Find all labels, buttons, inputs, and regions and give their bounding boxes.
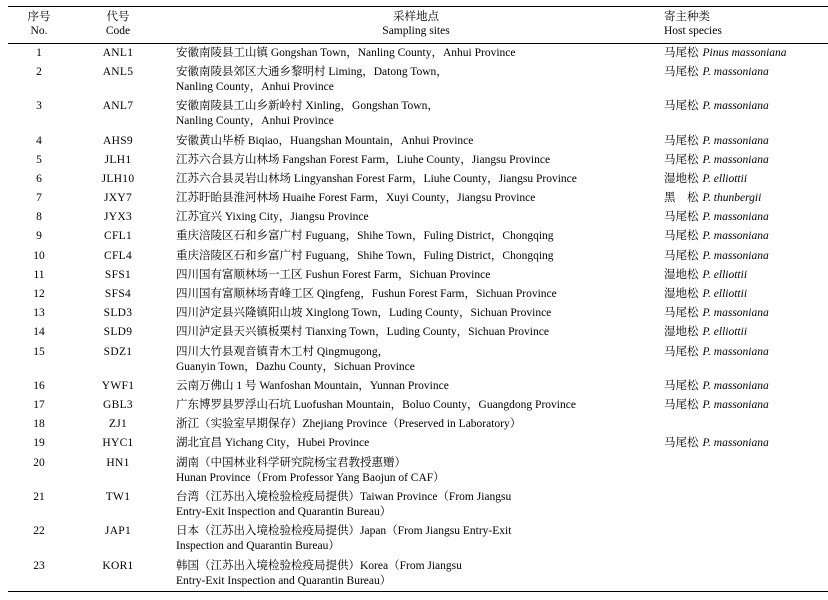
cell-no: 7 <box>36 192 42 205</box>
host-species-latin: Pinus massoniana <box>702 46 787 59</box>
cell-no: 8 <box>36 211 42 224</box>
cell-host-species <box>658 304 828 323</box>
cell-host-species <box>658 343 828 377</box>
host-species-line <box>664 306 828 321</box>
table-row <box>8 189 828 208</box>
host-species-cn: 湿地松 <box>664 172 699 185</box>
sampling-site-line: 安徽南陵县郊区大通乡黎明村 Liming，Datong Town， <box>176 65 448 78</box>
cell-host-species <box>658 377 828 396</box>
cell-sampling-site <box>166 247 658 266</box>
host-species-line <box>664 65 828 80</box>
cell-sampling-site <box>166 415 658 434</box>
host-species-line <box>664 153 828 168</box>
host-species-line <box>664 325 828 340</box>
cell-sampling-site <box>166 343 658 377</box>
cell-code: ZJ1 <box>108 418 128 431</box>
cell-no: 14 <box>33 326 45 339</box>
cell-code: KOR1 <box>102 559 134 572</box>
table-row <box>8 323 828 342</box>
sampling-site-line: 四川国有富顺林场青峰工区 Qingfeng，Fushun Forest Farm，Sichuan Province <box>176 287 557 300</box>
cell-code: ANL7 <box>102 100 134 113</box>
cell-code: JAP1 <box>104 525 132 538</box>
column-header-host-species: 寄主种类 Host species <box>664 11 722 38</box>
host-species-cn: 马尾松 <box>664 437 699 450</box>
table-row <box>8 343 828 377</box>
cell-code: GBL3 <box>103 399 133 412</box>
host-species-line <box>664 99 828 114</box>
cell-host-species <box>658 415 828 434</box>
sampling-site-line: 广东博罗县罗浮山石坑 Luofushan Mountain，Boluo County，Guangdong Province <box>176 399 576 412</box>
cell-sampling-site <box>166 522 658 556</box>
host-species-latin: P. massoniana <box>702 230 769 243</box>
cell-sampling-site <box>166 488 658 522</box>
cell-sampling-site <box>166 151 658 170</box>
host-species-cn: 马尾松 <box>664 249 699 262</box>
table-body <box>8 43 828 591</box>
host-species-latin: P. massoniana <box>702 100 769 113</box>
host-species-cn: 马尾松 <box>664 100 699 113</box>
cell-code: JYX3 <box>103 211 133 224</box>
sampling-site-line: 湖北宜昌 Yichang City，Hubei Province <box>176 437 370 450</box>
cell-code: CFL1 <box>103 230 133 243</box>
host-species-line <box>664 172 828 187</box>
cell-host-species <box>658 396 828 415</box>
table-row <box>8 208 828 227</box>
table-row <box>8 377 828 396</box>
sampling-site-line: 江苏六合县方山林场 Fangshan Forest Farm，Liuhe County，Jiangsu Province <box>176 153 551 166</box>
host-species-cn: 马尾松 <box>664 307 699 320</box>
table-row <box>8 43 828 63</box>
cell-host-species <box>658 43 828 63</box>
sampling-site-line: 江苏盱眙县淮河林场 Huaihe Forest Farm，Xuyi County，Jiangsu Province <box>176 192 536 205</box>
host-species-latin: P. thunbergii <box>702 192 762 205</box>
cell-sampling-site <box>166 454 658 488</box>
cell-sampling-site <box>166 304 658 323</box>
host-species-cn: 马尾松 <box>664 134 699 147</box>
host-species-cn: 湿地松 <box>664 287 699 300</box>
table-row <box>8 285 828 304</box>
cell-no: 2 <box>36 65 42 78</box>
cell-host-species <box>658 208 828 227</box>
sampling-site-line: 安徽南陵县工山镇 Gongshan Town，Nanling County，Anhui Province <box>176 46 516 59</box>
cell-host-species <box>658 97 828 131</box>
host-species-latin: P. massoniana <box>702 65 769 78</box>
cell-no: 12 <box>33 287 45 300</box>
cell-host-species <box>658 488 828 522</box>
cell-sampling-site <box>166 227 658 246</box>
cell-no: 9 <box>36 230 42 243</box>
host-species-cn: 马尾松 <box>664 399 699 412</box>
cell-sampling-site <box>166 434 658 453</box>
sampling-site-line: 浙江（实验室早期保存）Zhejiang Province（Preserved in Laboratory） <box>176 418 522 431</box>
sampling-site-line: Guanyin Town，Dazhu County，Sichuan Province <box>176 360 415 373</box>
cell-code: ANL1 <box>102 46 134 59</box>
table-row <box>8 170 828 189</box>
host-species-latin: P. elliottii <box>702 268 748 281</box>
sampling-site-line: 日本（江苏出入境检验检疫局提供）Japan（From Jiangsu Entry-Exit <box>176 525 512 538</box>
sampling-site-line: 四川泸定县兴隆镇阳山坡 Xinglong Town，Luding County，Sichuan Province <box>176 307 552 320</box>
host-species-cn: 黑 松 <box>664 192 699 205</box>
cell-sampling-site <box>166 266 658 285</box>
table-header <box>8 7 828 44</box>
cell-host-species <box>658 151 828 170</box>
cell-code: SDZ1 <box>103 345 133 358</box>
table-row <box>8 97 828 131</box>
cell-code: YWF1 <box>101 379 135 392</box>
sampling-site-line: Nanling County，Anhui Province <box>176 81 334 94</box>
cell-no: 20 <box>33 456 45 469</box>
cell-code: JLH1 <box>104 153 132 166</box>
cell-sampling-site <box>166 132 658 151</box>
host-species-line <box>664 46 828 61</box>
cell-sampling-site <box>166 170 658 189</box>
host-species-line <box>664 287 828 302</box>
cell-host-species <box>658 323 828 342</box>
host-species-line <box>664 398 828 413</box>
table-row <box>8 247 828 266</box>
sampling-site-line: 云南万佛山 1 号 Wanfoshan Mountain，Yunnan Province <box>176 379 449 392</box>
host-species-latin: P. massoniana <box>702 399 769 412</box>
table-row <box>8 266 828 285</box>
cell-code: HYC1 <box>102 437 134 450</box>
cell-no: 21 <box>33 490 45 503</box>
column-header-code: 代号 Code <box>105 11 131 38</box>
cell-no: 18 <box>33 418 45 431</box>
host-species-cn: 马尾松 <box>664 153 699 166</box>
host-species-latin: P. elliottii <box>702 326 748 339</box>
sampling-sites-table <box>8 6 828 592</box>
cell-sampling-site <box>166 189 658 208</box>
table-row <box>8 132 828 151</box>
sampling-site-line: 四川大竹县观音镇青木工村 Qingmugong， <box>176 345 390 358</box>
host-species-latin: P. massoniana <box>702 307 769 320</box>
sampling-site-line: 韩国（江苏出入境检验检疫局提供）Korea（From Jiangsu <box>176 559 462 572</box>
host-species-latin: P. massoniana <box>702 249 769 262</box>
host-species-latin: P. massoniana <box>702 379 769 392</box>
host-species-cn: 湿地松 <box>664 268 699 281</box>
host-species-cn: 马尾松 <box>664 379 699 392</box>
host-species-latin: P. massoniana <box>702 345 769 358</box>
cell-code: SFS1 <box>104 268 132 281</box>
cell-code: SFS4 <box>104 287 132 300</box>
cell-code: HN1 <box>106 456 130 469</box>
cell-no: 15 <box>33 345 45 358</box>
table-row <box>8 396 828 415</box>
host-species-line <box>664 379 828 394</box>
cell-host-species <box>658 189 828 208</box>
sampling-site-line: 江苏六合县灵岩山林场 Lingyanshan Forest Farm，Liuhe County，Jiangsu Province <box>176 172 577 185</box>
cell-no: 10 <box>33 249 45 262</box>
sampling-site-line: Inspection and Quarantin Bureau） <box>176 540 340 553</box>
host-species-line <box>664 191 828 206</box>
table-row <box>8 227 828 246</box>
host-species-latin: P. elliottii <box>702 287 748 300</box>
cell-sampling-site <box>166 377 658 396</box>
table-row <box>8 151 828 170</box>
cell-host-species <box>658 434 828 453</box>
host-species-latin: P. massoniana <box>702 211 769 224</box>
table-row <box>8 557 828 592</box>
cell-host-species <box>658 132 828 151</box>
sampling-site-line: 江苏宜兴 Yixing City，Jiangsu Province <box>176 211 369 224</box>
column-header-sampling-sites: 采样地点 Sampling sites <box>382 11 450 38</box>
cell-code: JXY7 <box>103 192 133 205</box>
host-species-cn: 湿地松 <box>664 326 699 339</box>
table-row <box>8 434 828 453</box>
cell-sampling-site <box>166 208 658 227</box>
host-species-cn: 马尾松 <box>664 65 699 78</box>
cell-code: TW1 <box>105 490 131 503</box>
cell-code: AHS9 <box>103 134 133 147</box>
table-header-row <box>8 7 828 44</box>
table-row <box>8 63 828 97</box>
host-species-line <box>664 268 828 283</box>
sampling-site-line: Nanling County，Anhui Province <box>176 115 334 128</box>
cell-host-species <box>658 454 828 488</box>
cell-no: 17 <box>33 399 45 412</box>
sampling-site-line: 重庆涪陵区石和乡富广村 Fuguang，Shihe Town，Fuling District，Chongqing <box>176 230 554 243</box>
cell-host-species <box>658 522 828 556</box>
host-species-cn: 马尾松 <box>664 211 699 224</box>
cell-sampling-site <box>166 396 658 415</box>
host-species-latin: P. massoniana <box>702 134 769 147</box>
cell-host-species <box>658 285 828 304</box>
host-species-line <box>664 249 828 264</box>
host-species-latin: P. elliottii <box>702 172 748 185</box>
cell-no: 23 <box>33 559 45 572</box>
cell-code: SLD9 <box>103 326 133 339</box>
cell-host-species <box>658 227 828 246</box>
table-row <box>8 488 828 522</box>
cell-host-species <box>658 247 828 266</box>
host-species-latin: P. massoniana <box>702 153 769 166</box>
cell-no: 11 <box>33 268 45 281</box>
sampling-site-line: 四川国有富顺林场一工区 Fushun Forest Farm，Sichuan Province <box>176 268 491 281</box>
sampling-site-line: 安徽南陵县工山乡新岭村 Xinling，Gongshan Town， <box>176 100 439 113</box>
cell-sampling-site <box>166 557 658 592</box>
sampling-site-line: Entry-Exit Inspection and Quarantin Bureau） <box>176 506 392 519</box>
cell-no: 3 <box>36 100 42 113</box>
sampling-site-line: Hunan Province（From Professor Yang Baojun of CAF） <box>176 471 445 484</box>
cell-sampling-site <box>166 285 658 304</box>
table-row <box>8 454 828 488</box>
cell-host-species <box>658 63 828 97</box>
cell-sampling-site <box>166 43 658 63</box>
cell-host-species <box>658 557 828 592</box>
host-species-line <box>664 210 828 225</box>
cell-code: CFL4 <box>103 249 133 262</box>
cell-no: 1 <box>36 46 42 59</box>
sampling-site-line: 四川泸定县天兴镇板栗村 Tianxing Town，Luding County，Sichuan Province <box>176 326 549 339</box>
cell-code: ANL5 <box>102 65 134 78</box>
sampling-site-line: 湖南（中国林业科学研究院杨宝君教授惠赠） <box>176 456 406 469</box>
host-species-latin: P. massoniana <box>702 437 769 450</box>
table-row <box>8 415 828 434</box>
host-species-line <box>664 345 828 360</box>
cell-sampling-site <box>166 97 658 131</box>
cell-no: 16 <box>33 379 45 392</box>
host-species-cn: 马尾松 <box>664 345 699 358</box>
cell-no: 19 <box>33 437 45 450</box>
sampling-site-line: 台湾（江苏出入境检验检疫局提供）Taiwan Province（From Jiangsu <box>176 490 512 503</box>
host-species-cn: 马尾松 <box>664 46 699 59</box>
cell-sampling-site <box>166 63 658 97</box>
host-species-line <box>664 134 828 149</box>
cell-code: JLH10 <box>101 172 135 185</box>
sampling-site-line: 安徽黄山毕桥 Biqiao，Huangshan Mountain，Anhui Province <box>176 134 474 147</box>
host-species-cn: 马尾松 <box>664 230 699 243</box>
table-row <box>8 304 828 323</box>
cell-no: 4 <box>36 134 42 147</box>
host-species-line <box>664 436 828 451</box>
cell-host-species <box>658 170 828 189</box>
host-species-line <box>664 229 828 244</box>
sampling-site-line: Entry-Exit Inspection and Quarantin Bureau） <box>176 574 392 587</box>
cell-no: 13 <box>33 307 45 320</box>
column-header-no: 序号 No. <box>27 11 51 38</box>
cell-no: 5 <box>36 153 42 166</box>
cell-sampling-site <box>166 323 658 342</box>
table-row <box>8 522 828 556</box>
sampling-site-line: 重庆涪陵区石和乡富广村 Fuguang，Shihe Town，Fuling District，Chongqing <box>176 249 554 262</box>
cell-no: 22 <box>33 525 45 538</box>
cell-code: SLD3 <box>103 307 133 320</box>
cell-host-species <box>658 266 828 285</box>
cell-no: 6 <box>36 172 42 185</box>
